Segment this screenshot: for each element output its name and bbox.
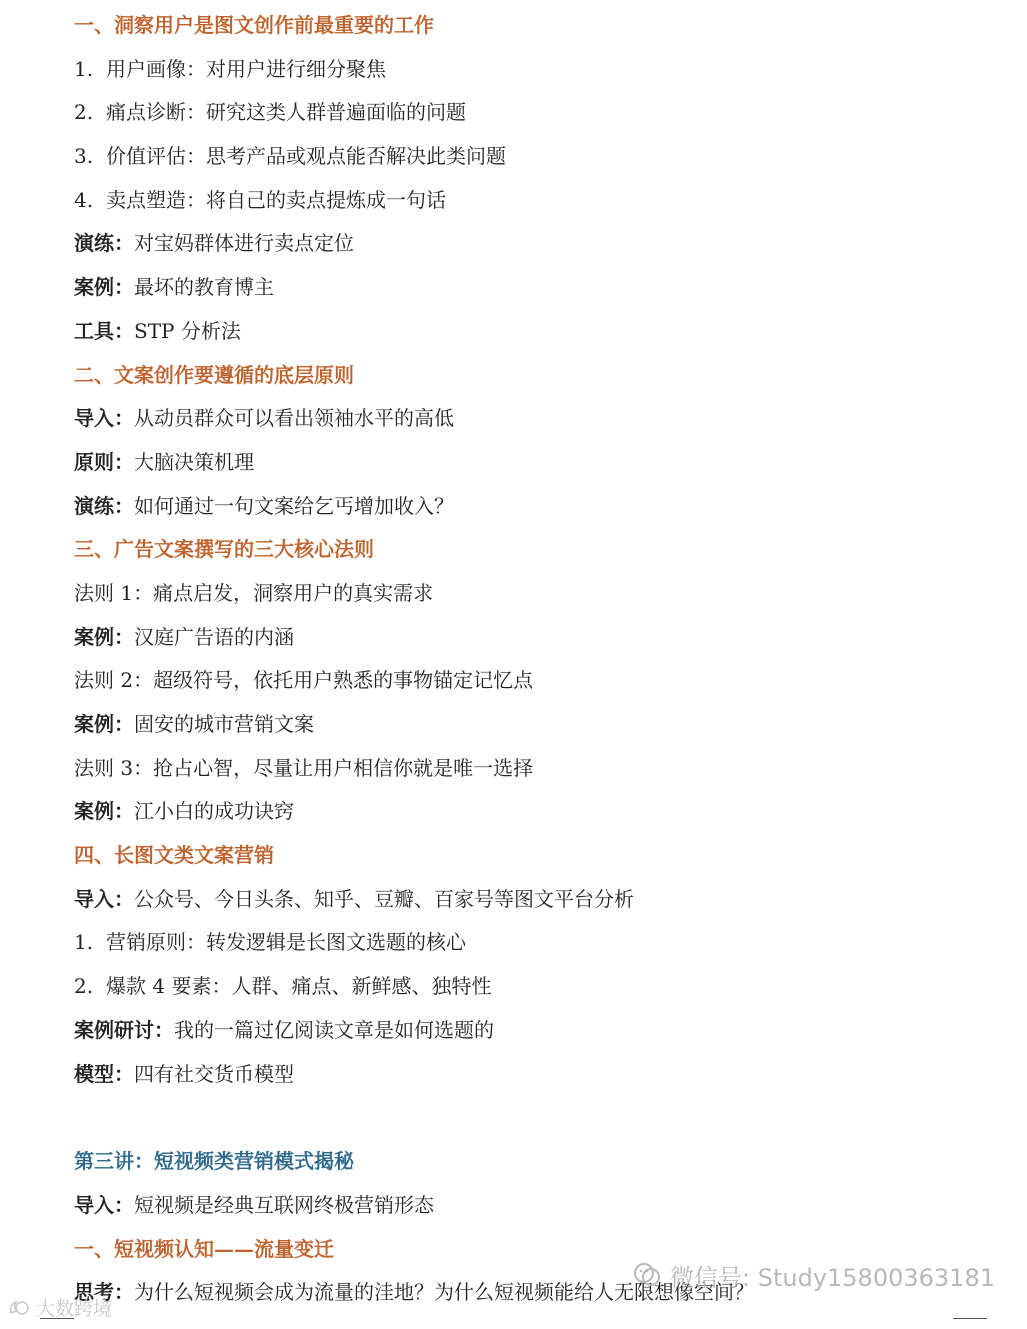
brand-logo [8, 1294, 112, 1321]
watermark-text: 微信号: Study15800363181 [670, 1263, 995, 1292]
heading-text: 第三讲：短视频类营销模式揭秘 [74, 1149, 354, 1174]
item-number: 4. [74, 187, 94, 212]
line-label: 导入： [74, 886, 134, 911]
line-text: 对宝妈群体进行卖点定位 [134, 231, 354, 256]
numbered-item [74, 185, 1007, 229]
line-label: 案例： [74, 624, 134, 649]
wechat-watermark [632, 1258, 995, 1292]
logo-icon [8, 1299, 32, 1317]
line-text: 法则 2：超级符号，依托用户熟悉的事物锚定记忆点 [74, 668, 534, 693]
line-text: 法则 3：抢占心智，尽量让用户相信你就是唯一选择 [74, 755, 534, 780]
wechat-icon [632, 1260, 662, 1290]
labeled-line [74, 796, 1007, 840]
line-text: 最坏的教育博主 [134, 275, 274, 300]
logo-text: 大数跨境 [36, 1298, 113, 1320]
heading-text: 一、短视频认知——流量变迁 [74, 1236, 334, 1261]
blank-line [74, 1102, 1007, 1146]
text-line [74, 665, 1007, 709]
section-heading [74, 840, 1007, 884]
line-label: 原则： [74, 449, 134, 474]
item-number: 1. [74, 930, 94, 955]
labeled-line [74, 1059, 1007, 1103]
item-text: 营销原则：转发逻辑是长图文选题的核心 [106, 930, 466, 955]
numbered-item [74, 54, 1007, 98]
line-text: 法则 1：痛点启发，洞察用户的真实需求 [74, 580, 434, 605]
item-number: 1. [74, 56, 94, 81]
line-label: 案例： [74, 712, 134, 736]
line-label: 演练： [74, 493, 134, 518]
item-text: 卖点塑造：将自己的卖点提炼成一句话 [106, 187, 446, 212]
labeled-line [74, 491, 1007, 535]
labeled-line [74, 228, 1007, 272]
numbered-item [74, 971, 1007, 1015]
section-heading [74, 1146, 1007, 1190]
line-text: 短视频是经典互联网终极营销形态 [134, 1192, 434, 1217]
section-heading [74, 10, 1007, 54]
text-line [74, 753, 1007, 797]
heading-text: 二、文案创作要遵循的底层原则 [74, 362, 354, 387]
line-text: 我的一篇过亿阅读文章是如何选题的 [174, 1017, 494, 1042]
heading-text: 一、洞察用户是图文创作前最重要的工作 [74, 13, 434, 37]
item-text: 价值评估：思考产品或观点能否解决此类问题 [106, 144, 506, 169]
line-text: 固安的城市营销文案 [134, 712, 314, 736]
line-label: 案例研讨： [74, 1017, 174, 1042]
item-number: 2. [74, 974, 94, 999]
labeled-line [74, 1190, 1007, 1234]
line-text: 公众号、今日头条、知乎、豆瓣、百家号等图文平台分析 [134, 886, 634, 911]
item-number: 3. [74, 144, 94, 169]
item-text: 爆款 4 要素：人群、痛点、新鲜感、独特性 [106, 974, 492, 999]
item-text: 用户画像：对用户进行细分聚焦 [106, 56, 386, 81]
labeled-line [74, 403, 1007, 447]
labeled-line [74, 316, 1007, 360]
line-text: 如何通过一句文案给乞丐增加收入？ [134, 493, 454, 518]
line-label: 思考： [74, 1280, 134, 1305]
line-label: 导入： [74, 406, 134, 431]
labeled-line [74, 622, 1007, 666]
labeled-line [74, 447, 1007, 491]
line-text: 从动员群众可以看出领袖水平的高低 [134, 406, 454, 431]
line-text: 为什么短视频会成为流量的洼地？为什么短视频能给人无限想像空间？ [134, 1280, 754, 1305]
line-label: 演练： [74, 231, 134, 256]
line-label: 工具： [74, 318, 134, 343]
item-text: 痛点诊断：研究这类人群普遍面临的问题 [106, 100, 466, 125]
numbered-item [74, 141, 1007, 185]
line-label: 导入： [74, 1192, 134, 1217]
line-text: STP 分析法 [134, 318, 241, 343]
text-line [74, 578, 1007, 622]
item-number: 2. [74, 100, 94, 125]
labeled-line [74, 884, 1007, 928]
heading-text: 三、广告文案撰写的三大核心法则 [74, 537, 374, 562]
line-label: 案例： [74, 799, 134, 824]
heading-text: 四、长图文类文案营销 [74, 843, 274, 868]
section-heading [74, 360, 1007, 404]
numbered-item [74, 927, 1007, 971]
line-label: 模型： [74, 1061, 134, 1086]
labeled-line [74, 1015, 1007, 1059]
document-body [74, 10, 1007, 1321]
line-label: 案例： [74, 275, 134, 300]
labeled-line [74, 272, 1007, 316]
line-text: 汉庭广告语的内涵 [134, 624, 294, 649]
numbered-item [74, 97, 1007, 141]
labeled-line [74, 709, 1007, 753]
line-text: 四有社交货币模型 [134, 1061, 294, 1086]
line-text: 江小白的成功诀窍 [134, 799, 294, 824]
section-heading [74, 534, 1007, 578]
line-text: 大脑决策机理 [134, 449, 254, 474]
